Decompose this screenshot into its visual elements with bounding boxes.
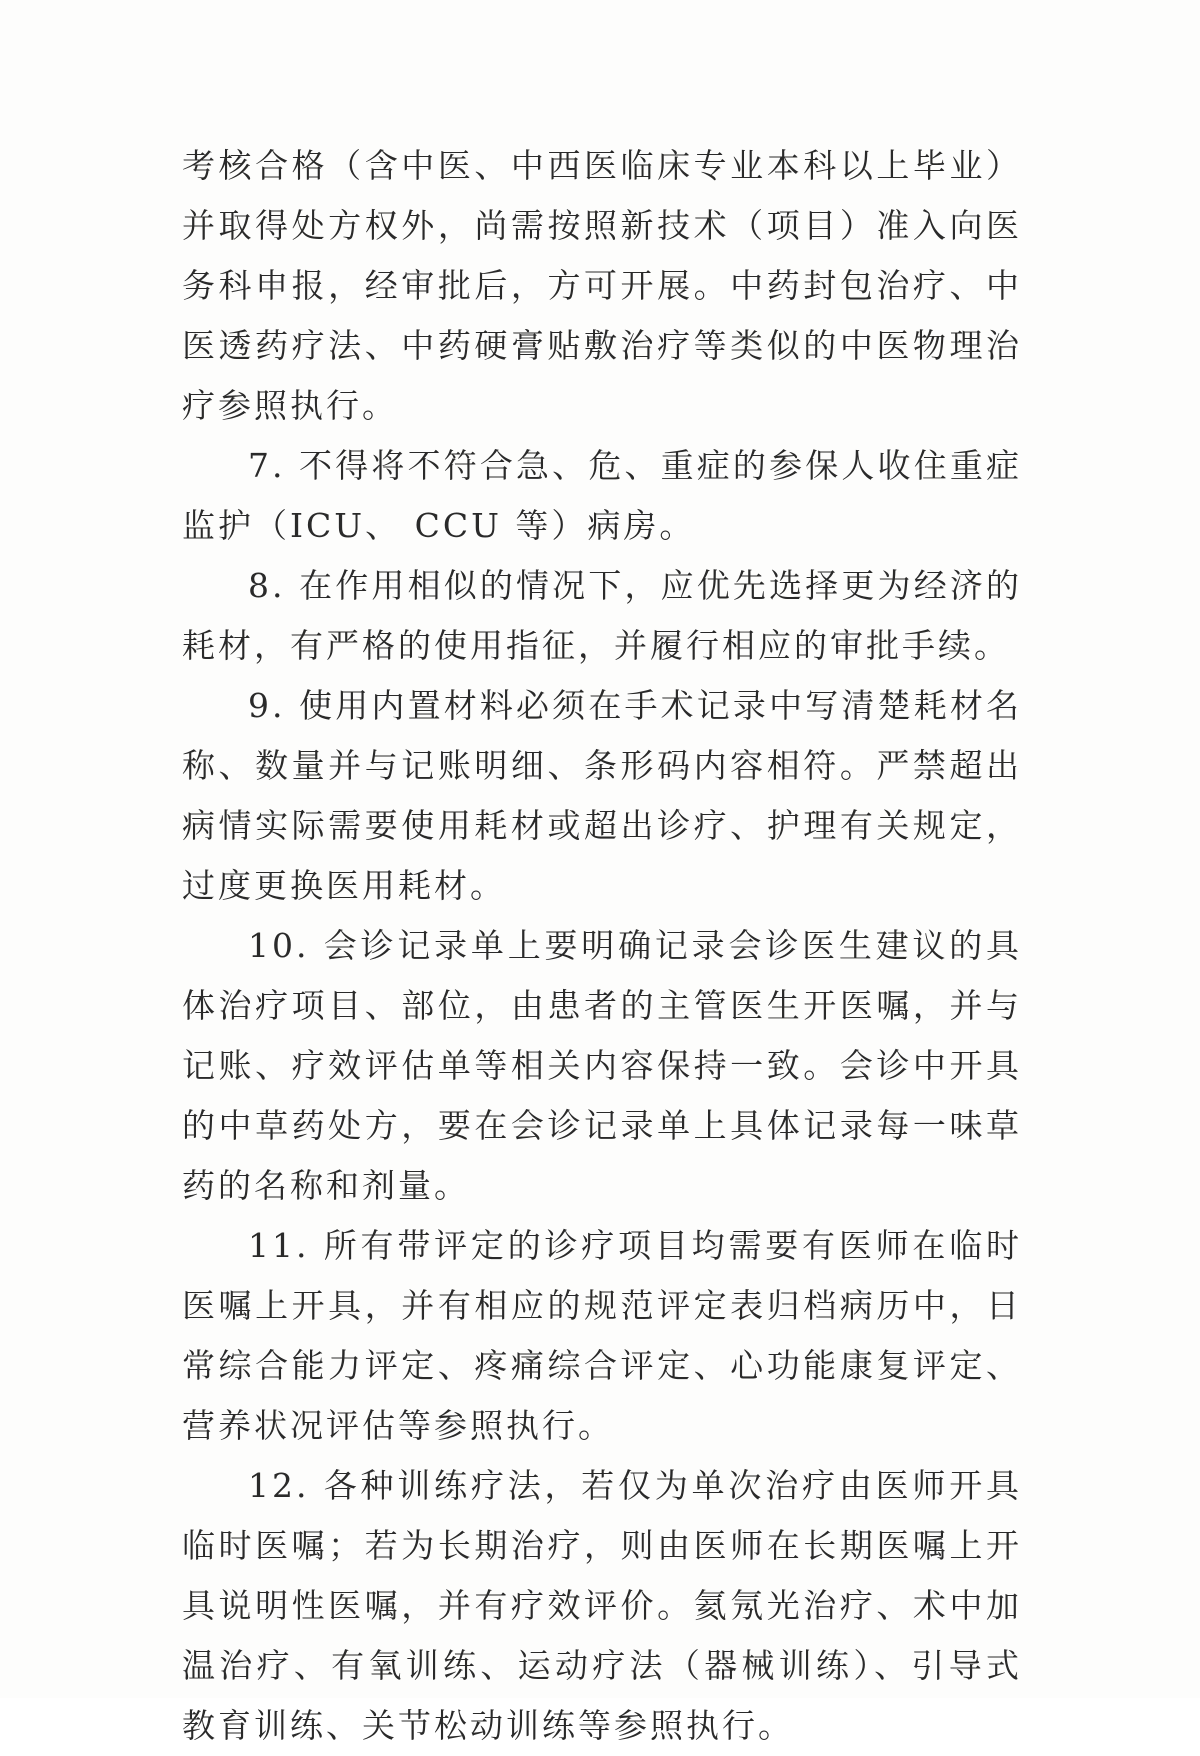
paragraph-continuation: 考核合格（含中医、中西医临床专业本科以上毕业）并取得处方权外，尚需按照新技术（项目）准入向医务科申报，经审批后，方可开展。中药封包治疗、中医透药疗法、中药硬膏贴敷治疗等类似的中医物理治疗参照执行。 <box>182 146 1022 425</box>
paragraph-item-10: 10. 会诊记录单上要明确记录会诊医生建议的具体治疗项目、部位，由患者的主管医生开医嘱，并与记账、疗效评估单等相关内容保持一致。会诊中开具的中草药处方，要在会诊记录单上具体记录每一味草药的名称和剂量。 <box>182 926 1022 1205</box>
paragraph-item-8: 8. 在作用相似的情况下，应优先选择更为经济的耗材，有严格的使用指征，并履行相应的审批手续。 <box>182 566 1022 665</box>
paragraph-item-11: 11. 所有带评定的诊疗项目均需要有医师在临时医嘱上开具，并有相应的规范评定表归档病历中，日常综合能力评定、疼痛综合评定、心功能康复评定、营养状况评估等参照执行。 <box>182 1226 1022 1445</box>
document-body <box>182 136 1022 1756</box>
paragraph-item-12: 12. 各种训练疗法，若仅为单次治疗由医师开具临时医嘱；若为长期治疗，则由医师在长期医嘱上开具说明性医嘱，并有疗效评价。氦氖光治疗、术中加温治疗、有氧训练、运动疗法（器械训练）、引导式教育训练、关节松动训练等参照执行。 <box>182 1466 1022 1745</box>
paragraph-item-7: 7. 不得将不符合急、危、重症的参保人收住重症监护（ICU、 CCU 等）病房。 <box>182 446 1022 545</box>
paragraph-item-9: 9. 使用内置材料必须在手术记录中写清楚耗材名称、数量并与记账明细、条形码内容相符。严禁超出病情实际需要使用耗材或超出诊疗、护理有关规定，过度更换医用耗材。 <box>182 686 1022 905</box>
